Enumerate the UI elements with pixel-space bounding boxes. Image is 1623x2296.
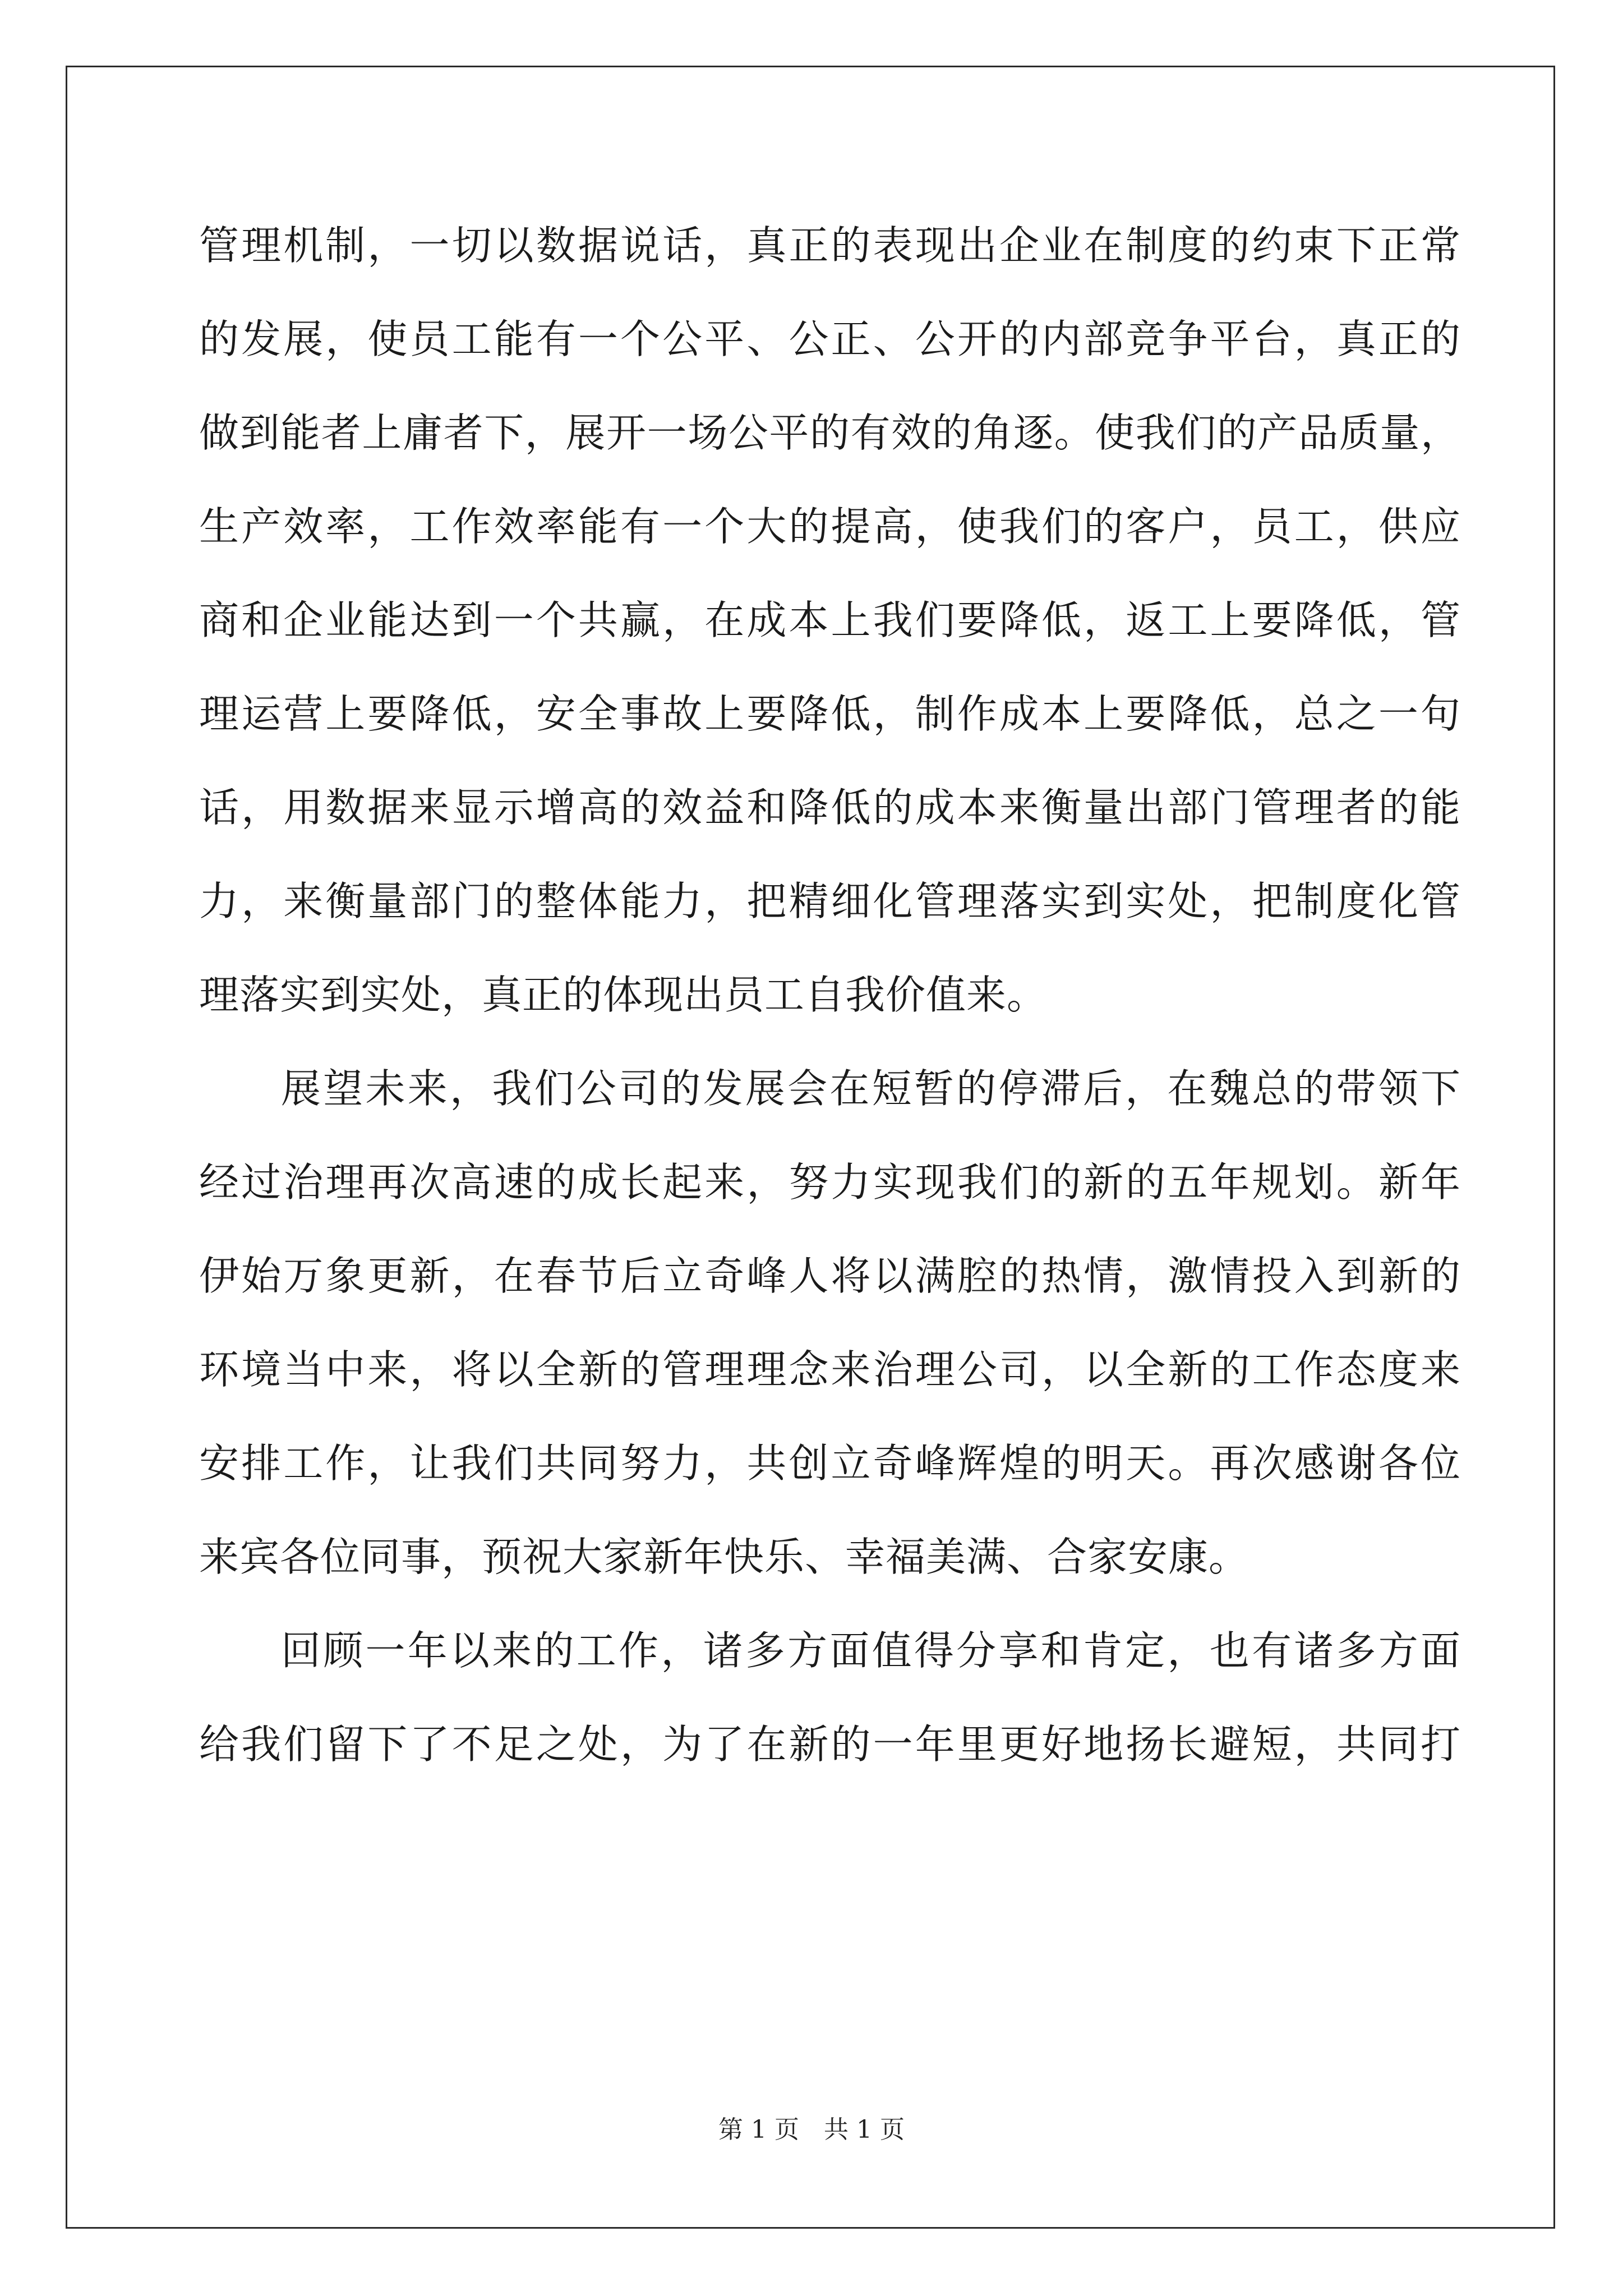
text-line: 管理机制，一切以数据说话，真正的表现出企业在制度的约束下正常: [199, 222, 1461, 269]
text-line: 安排工作，让我们共同努力，共创立奇峰辉煌的明天。再次感谢各位: [199, 1440, 1461, 1487]
document-body: [199, 216, 1461, 1809]
text-line: 话，用数据来显示增高的效益和降低的成本来衡量出部门管理者的能: [199, 784, 1461, 831]
text-line: 来宾各位同事，预祝大家新年快乐、幸福美满、合家安康。: [199, 1534, 1249, 1580]
text-line: 经过治理再次高速的成长起来，努力实现我们的新的五年规划。新年: [199, 1159, 1461, 1205]
text-line: 理运营上要降低，安全事故上要降低，制作成本上要降低，总之一句: [199, 691, 1461, 737]
text-line: 的发展，使员工能有一个公平、公正、公开的内部竞争平台，真正的: [199, 316, 1461, 362]
text-line: 环境当中来，将以全新的管理理念来治理公司，以全新的工作态度来: [199, 1346, 1461, 1393]
text-line: 给我们留下了不足之处，为了在新的一年里更好地扬长避短，共同打: [199, 1721, 1461, 1768]
page-number-footer: 第 1 页 共 1 页: [718, 2115, 905, 2144]
text-line: 做到能者上庸者下，展开一场公平的有效的角逐。使我们的产品质量，: [199, 409, 1461, 456]
text-line: 力，来衡量部门的整体能力，把精细化管理落实到实处，把制度化管: [199, 878, 1461, 924]
text-line: 理落实到实处，真正的体现出员工自我价值来。: [199, 972, 1048, 1018]
text-line: 伊始万象更新，在春节后立奇峰人将以满腔的热情，激情投入到新的: [199, 1253, 1461, 1299]
text-line-indented: 展望未来，我们公司的发展会在短暂的停滞后，在魏总的带领下: [281, 1065, 1461, 1112]
text-line: 商和企业能达到一个共赢，在成本上我们要降低，返工上要降低，管: [199, 597, 1461, 643]
text-line-indented: 回顾一年以来的工作，诸多方面值得分享和肯定，也有诸多方面: [281, 1627, 1461, 1674]
text-line: 生产效率，工作效率能有一个大的提高，使我们的客户，员工，供应: [199, 503, 1461, 550]
